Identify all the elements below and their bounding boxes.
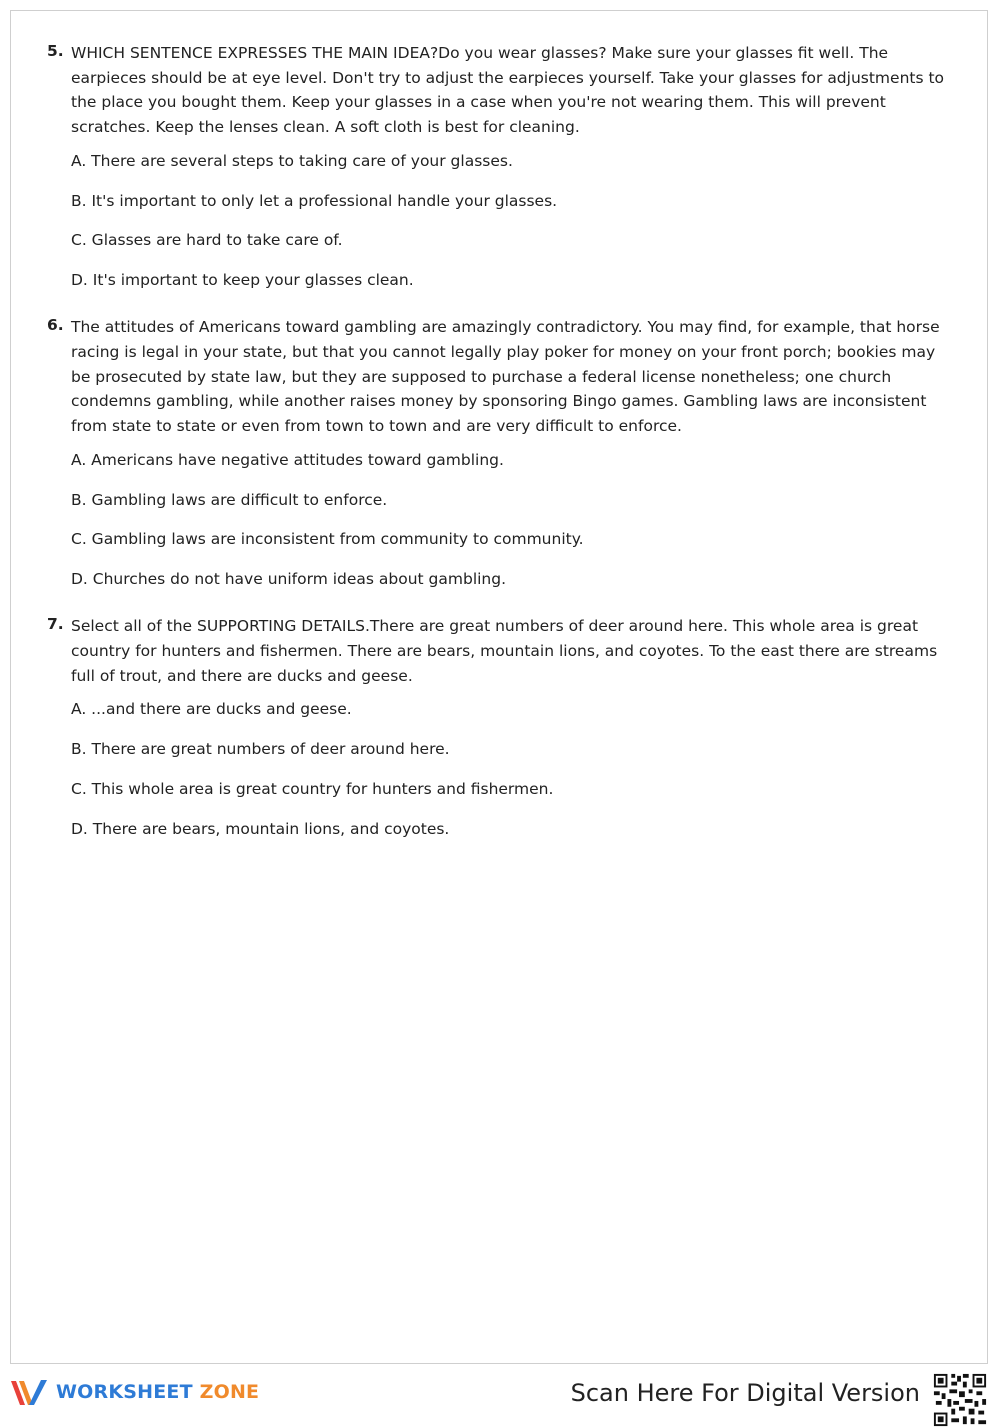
answer-option-c[interactable]: C. Glasses are hard to take care of. xyxy=(71,231,343,250)
worksheetzone-logo-icon xyxy=(10,1378,52,1408)
answer-options xyxy=(71,449,957,590)
brand-name-part2: ZONE xyxy=(199,1381,260,1403)
question-stem: Select all of the SUPPORTING DETAILS.There are great numbers of deer around here. This whole area is great country for hunters and fishermen. There are bears, mountain lions, and coyotes. To the east there are streams full of trout, and there are ducks and geese. xyxy=(71,617,938,685)
answer-option-b[interactable]: B. It's important to only let a professional handle your glasses. xyxy=(71,191,558,210)
brand-name-part1: WORKSHEET xyxy=(56,1381,193,1403)
question-stem: The attitudes of Americans toward gambling are amazingly contradictory. You may find, for example, that horse racing is legal in your state, but that you cannot legally play poker for money on your front porch; bookies may be prosecuted by state law, but they are supposed to purchase a federal license nonetheless; one church condemns gambling, while another raises money by sponsoring Bingo games. Gambling laws are inconsistent from state to state or even from town to town and are very difficult to enforce. xyxy=(71,318,940,436)
scan-instruction: Scan Here For Digital Version xyxy=(570,1379,920,1407)
answer-option-c[interactable]: C. This whole area is great country for hunters and fishermen. xyxy=(71,779,554,798)
brand-name xyxy=(56,1381,259,1403)
answer-options xyxy=(71,150,957,291)
answer-option-d[interactable]: D. It's important to keep your glasses clean. xyxy=(71,271,414,290)
answer-option-b[interactable]: B. Gambling laws are difficult to enforce. xyxy=(71,490,388,509)
answer-option-d[interactable]: D. Churches do not have uniform ideas about gambling. xyxy=(71,570,507,589)
qr-code-icon[interactable] xyxy=(932,1372,988,1428)
answer-option-c[interactable]: C. Gambling laws are inconsistent from community to community. xyxy=(71,530,584,549)
question-number: 5. xyxy=(47,42,64,60)
question-6 xyxy=(47,315,957,590)
question-number: 7. xyxy=(47,615,64,634)
question-7 xyxy=(47,614,957,840)
question-5 xyxy=(47,41,957,291)
page-footer xyxy=(0,1364,1000,1414)
question-stem: WHICH SENTENCE EXPRESSES THE MAIN IDEA?Do you wear glasses? Make sure your glasses fit well. The earpieces should be at eye level. Don't try to adjust the earpieces yourself. Take your glasses for adjustments to the place you bought them. Keep your glasses in a case when you're not wearing them. This will prevent scratches. Keep the lenses clean. A soft cloth is best for cleaning. xyxy=(71,44,945,137)
answer-option-b[interactable]: B. There are great numbers of deer around here. xyxy=(71,740,450,759)
answer-options xyxy=(71,698,957,839)
answer-option-d[interactable]: D. There are bears, mountain lions, and coyotes. xyxy=(71,819,450,838)
answer-option-a[interactable]: A. ...and there are ducks and geese. xyxy=(71,700,352,719)
answer-option-a[interactable]: A. Americans have negative attitudes toward gambling. xyxy=(71,450,504,469)
worksheet-frame xyxy=(10,10,988,1364)
question-list xyxy=(47,41,957,864)
question-number: 6. xyxy=(47,316,64,335)
answer-option-a[interactable]: A. There are several steps to taking care of your glasses. xyxy=(71,151,513,170)
